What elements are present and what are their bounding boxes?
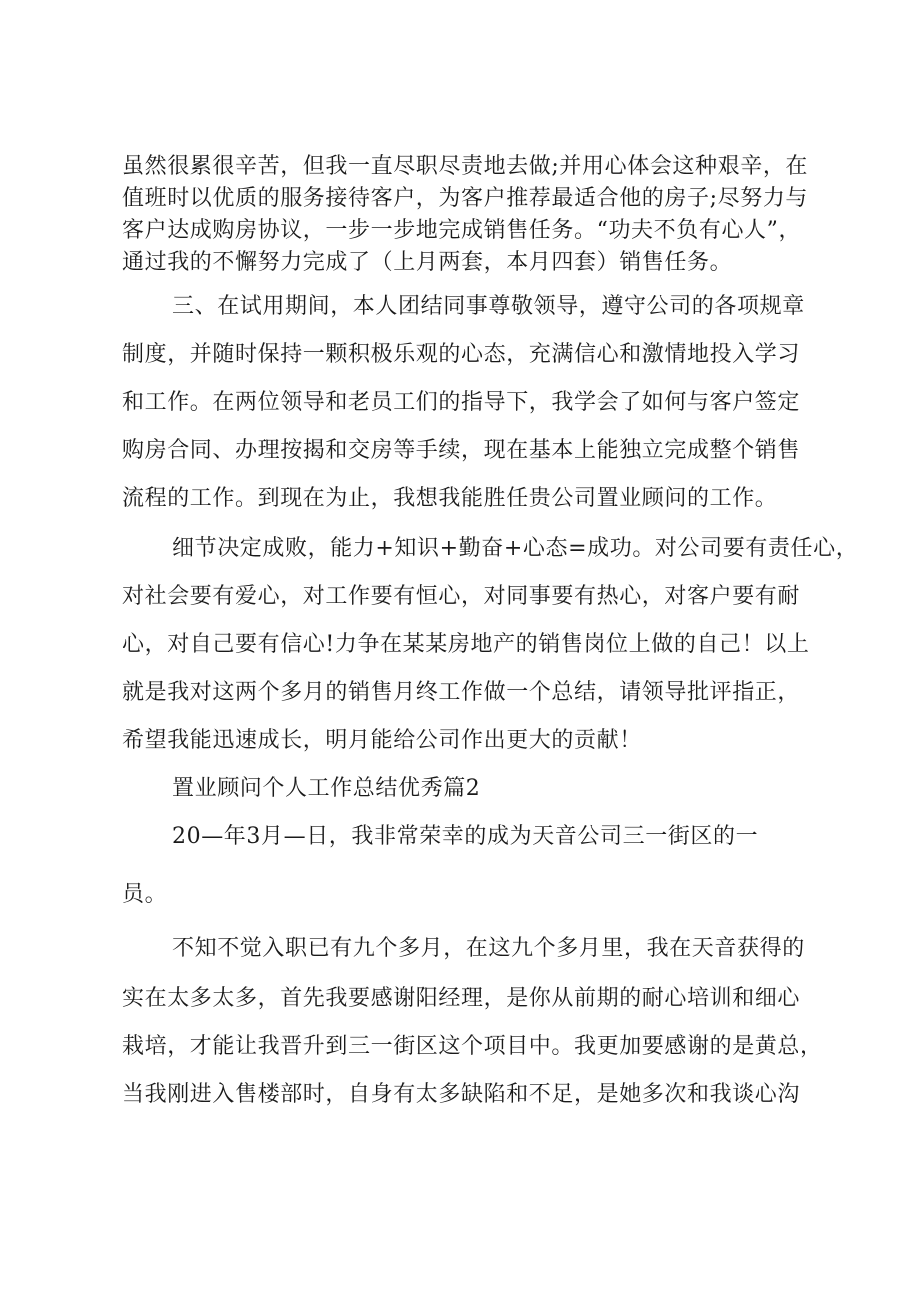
text-line: 制度，并随时保持一颗积极乐观的心态，充满信心和激情地投入学习 [122,342,801,367]
text-line: 客户达成购房协议，一步一步地完成销售任务。“功夫不负有心人”， [122,218,802,243]
text-line: 通过我的不懈努力完成了（上月两套，本月四套）销售任务。 [122,250,733,275]
text-line: 不知不觉入职已有九个多月，在这九个多月里，我在天音获得的 [172,936,805,961]
text-line: 就是我对这两个多月的销售月终工作做一个总结，请领导批评指正， [122,680,801,705]
text-line: 当我刚进入售楼部时，自身有太多缺陷和不足，是她多次和我谈心沟 [122,1082,801,1107]
text-line: 心，对自己要有信心!力争在某某房地产的销售岗位上做的自己！以上 [122,632,810,657]
text-line: 栽培，才能让我晋升到三一街区这个项目中。我更加要感谢的是黄总， [122,1034,823,1059]
text-line: 购房合同、办理按揭和交房等手续，现在基本上能独立完成整个销售 [122,438,801,463]
text-line: 三、在试用期间，本人团结同事尊敬领导，遵守公司的各项规章 [172,294,805,319]
text-line: 流程的工作。到现在为止，我想我能胜任贵公司置业顾问的工作。 [122,486,778,511]
text-line: 员。 [122,882,168,907]
text-line: 20—年3月—日，我非常荣幸的成为天音公司三一街区的一 [172,824,759,849]
text-line: 希望我能迅速成长，明月能给公司作出更大的贡献！ [122,728,642,753]
text-line: 细节决定成败，能力+知识+勤奋+心态=成功。对公司要有责任心， [172,536,859,561]
text-line: 值班时以优质的服务接待客户，为客户推荐最适合他的房子;尽努力与 [122,186,809,211]
text-line: 和工作。在两位领导和老员工们的指导下，我学会了如何与客户签定 [122,390,801,415]
text-line: 实在太多太多，首先我要感谢阳经理，是你从前期的耐心培训和细心 [122,986,801,1011]
text-line: 对社会要有爱心，对工作要有恒心，对同事要有热心，对客户要有耐 [122,584,801,609]
text-line: 虽然很累很辛苦，但我一直尽职尽责地去做;并用心体会这种艰辛，在 [122,154,809,179]
section-heading: 置业顾问个人工作总结优秀篇2 [172,776,481,801]
